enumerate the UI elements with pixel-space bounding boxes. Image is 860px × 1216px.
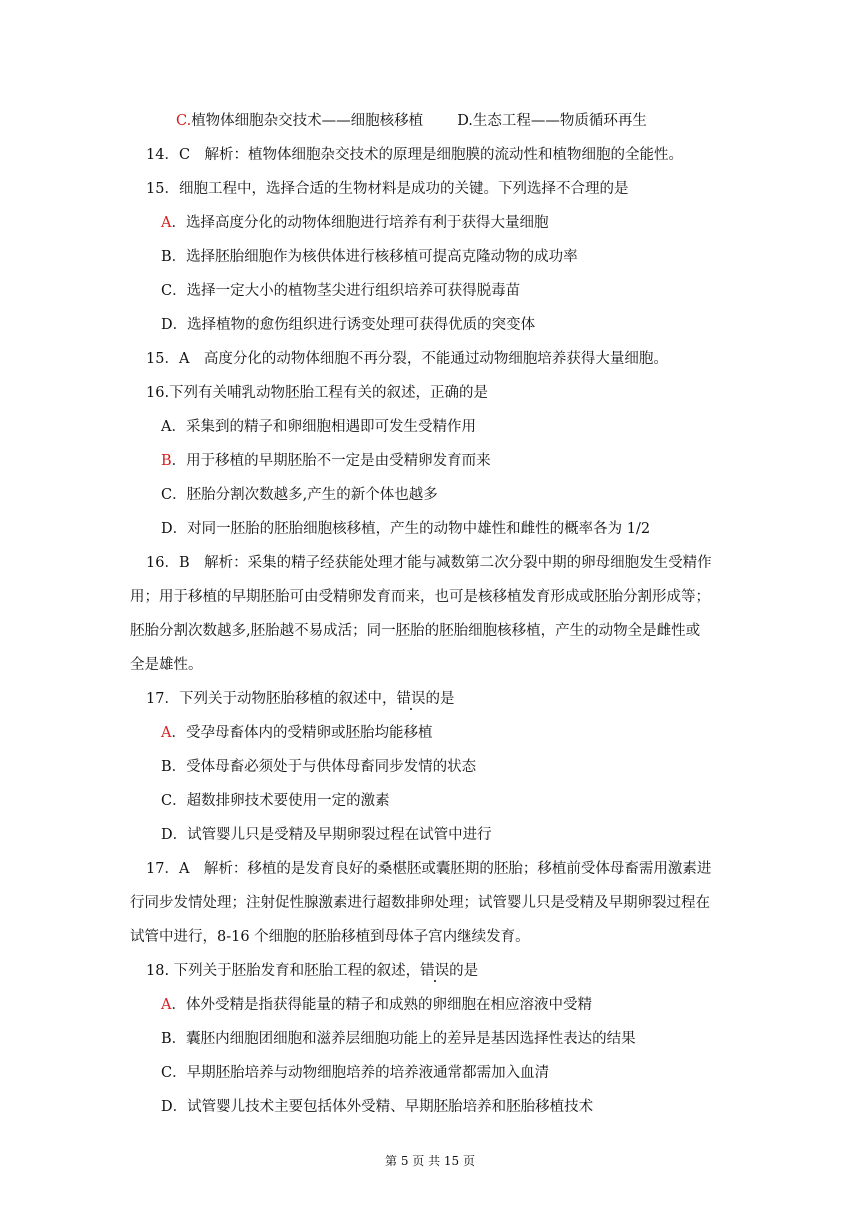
answer-letter: C. <box>176 113 192 129</box>
emphasis-text: 错误 <box>396 691 426 707</box>
option-line: C．超数排卵技术要使用一定的激素 <box>161 793 390 809</box>
option-line: A．受孕母畜体内的受精卵或胚胎均能移植 <box>161 725 433 741</box>
answer-explanation: 行同步发情处理；注射促性腺激素进行超数排卵处理；试管婴儿只是受精及早期卵裂过程在 <box>130 895 710 911</box>
option-line: A．体外受精是指获得能量的精子和成熟的卵细胞在相应溶液中受精 <box>161 997 592 1013</box>
option-line: D．试管婴儿只是受精及早期卵裂过程在试管中进行 <box>161 827 492 843</box>
answer-explanation: 15．A 高度分化的动物体细胞不再分裂，不能通过动物细胞培养获得大量细胞。 <box>146 351 668 367</box>
question-stem: 18. 下列关于胚胎发育和胚胎工程的叙述，错误的是 <box>146 963 479 979</box>
question-stem: 15．细胞工程中，选择合适的生物材料是成功的关键。下列选择不合理的是 <box>146 181 629 197</box>
answer-explanation: 全是雄性。 <box>130 657 203 673</box>
answer-letter: A <box>161 725 172 741</box>
answer-explanation: 14．C 解析：植物体细胞杂交技术的原理是细胞膜的流动性和植物细胞的全能性。 <box>146 147 684 163</box>
question-stem: 16.下列有关哺乳动物胚胎工程有关的叙述，正确的是 <box>146 385 489 401</box>
option-line: C.植物体细胞杂交技术——细胞核移植 D.生态工程——物质循环再生 <box>176 113 647 129</box>
option-line: B．选择胚胎细胞作为核供体进行核移植可提高克隆动物的成功率 <box>161 249 578 265</box>
answer-explanation: 17．A 解析：移植的是发育良好的桑椹胚或囊胚期的胚胎；移植前受体母畜需用激素进 <box>146 861 712 877</box>
answer-explanation: 试管中进行，8-16 个细胞的胚胎移植到母体子宫内继续发育。 <box>130 929 530 945</box>
option-line: D．对同一胚胎的胚胎细胞核移植，产生的动物中雄性和雌性的概率各为 1/2 <box>161 521 651 537</box>
answer-letter: A <box>161 215 172 231</box>
option-line: B．囊胚内细胞团细胞和滋养层细胞功能上的差异是基因选择性表达的结果 <box>161 1031 636 1047</box>
option-line: D．试管婴儿技术主要包括体外受精、早期胚胎培养和胚胎移植技术 <box>161 1099 594 1115</box>
option-line: B．用于移植的早期胚胎不一定是由受精卵发育而来 <box>161 453 491 469</box>
answer-explanation: 用；用于移植的早期胚胎可由受精卵发育而来，也可是核移植发育形成或胚胎分割形成等； <box>130 589 710 605</box>
page-number-footer: 第 5 页 共 15 页 <box>385 1154 475 1168</box>
option-line: A．采集到的精子和卵细胞相遇即可发生受精作用 <box>161 419 476 435</box>
answer-explanation: 胚胎分割次数越多,胚胎越不易成活；同一胚胎的胚胎细胞核移植，产生的动物全是雌性或 <box>130 623 701 639</box>
question-stem: 17．下列关于动物胚胎移植的叙述中，错误的是 <box>146 691 455 707</box>
option-line: C．选择一定大小的植物茎尖进行组织培养可获得脱毒苗 <box>161 283 521 299</box>
option-line: B．受体母畜必须处于与供体母畜同步发情的状态 <box>161 759 477 775</box>
option-line: D．选择植物的愈伤组织进行诱变处理可获得优质的突变体 <box>161 317 536 333</box>
answer-explanation: 16．B 解析：采集的精子经获能处理才能与减数第二次分裂中期的卵母细胞发生受精作 <box>146 555 712 571</box>
answer-letter: B <box>161 453 172 469</box>
option-line: A．选择高度分化的动物体细胞进行培养有利于获得大量细胞 <box>161 215 549 231</box>
option-line: C．胚胎分割次数越多,产生的新个体也越多 <box>161 487 438 503</box>
emphasis-text: 错误 <box>420 963 450 979</box>
option-line: C．早期胚胎培养与动物细胞培养的培养液通常都需加入血清 <box>161 1065 550 1081</box>
answer-letter: A <box>161 997 172 1013</box>
